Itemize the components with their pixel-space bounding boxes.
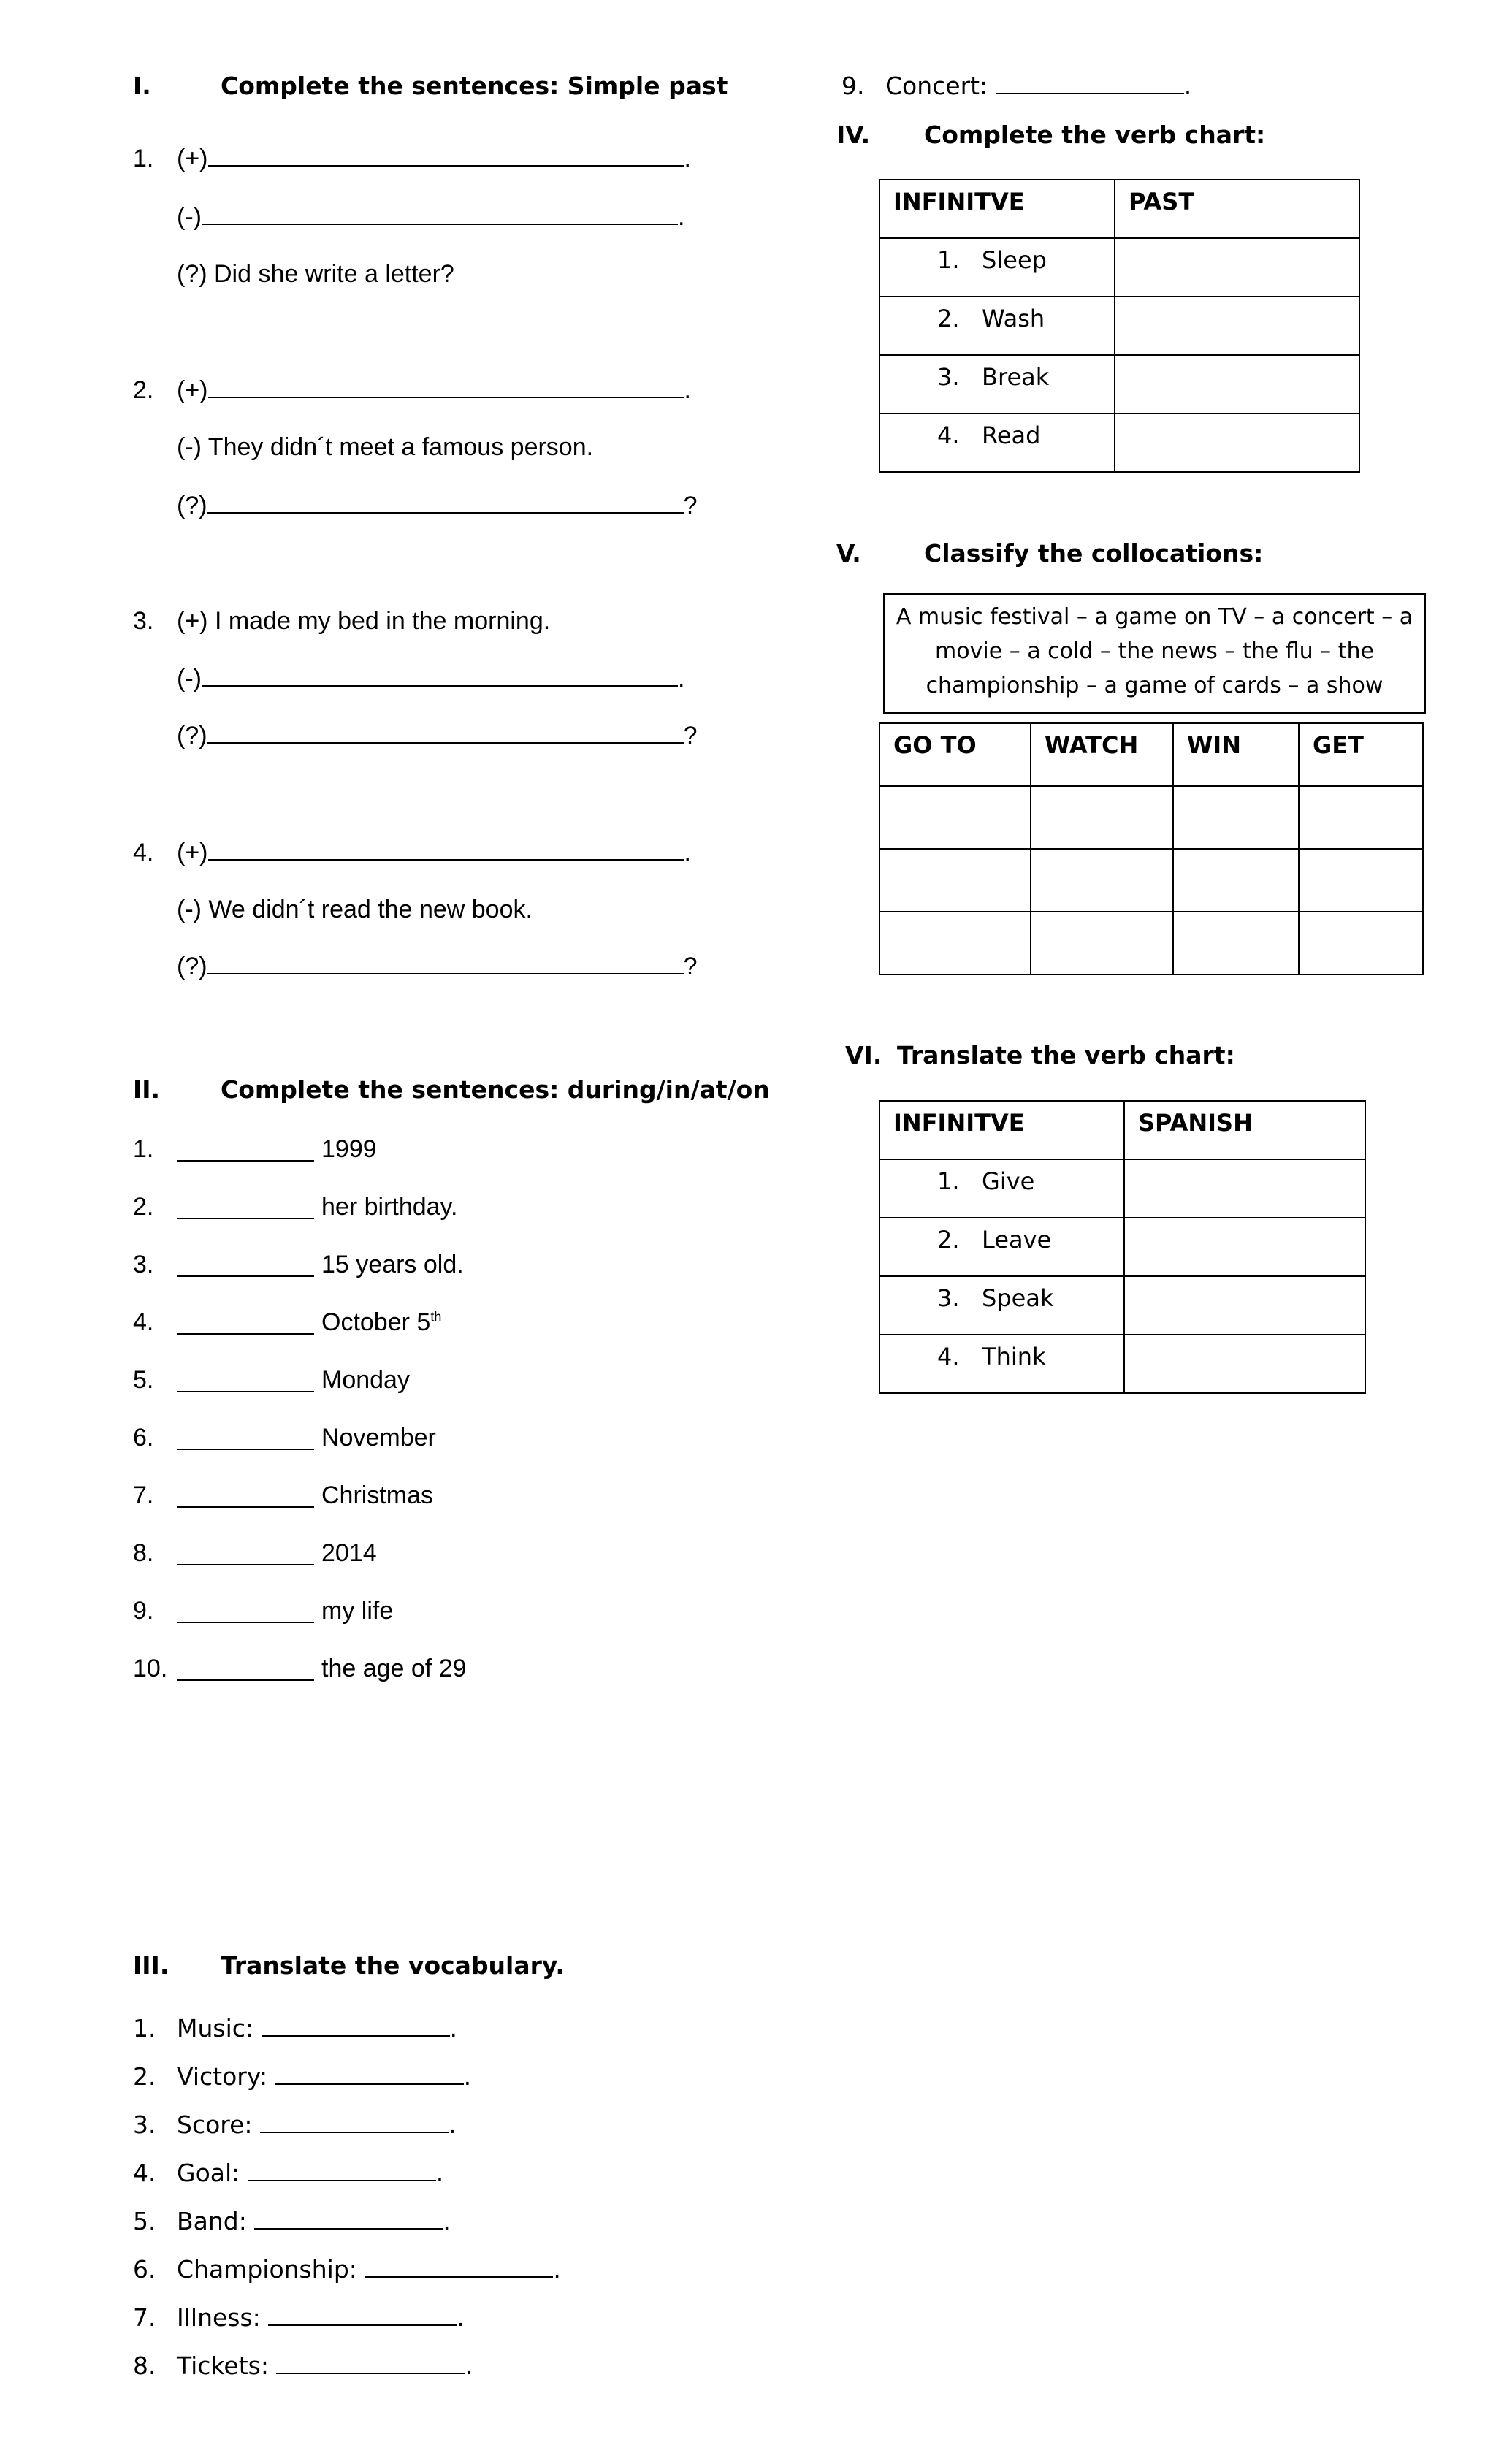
item-text: my life bbox=[321, 1597, 394, 1625]
item-number: 1. bbox=[133, 1135, 154, 1163]
answer-cell[interactable] bbox=[1173, 849, 1299, 912]
item-number: 3. bbox=[133, 1251, 154, 1278]
column-header: INFINITVE bbox=[879, 1101, 1124, 1159]
blank-line[interactable] bbox=[177, 1660, 314, 1681]
collocations-table bbox=[879, 722, 1424, 975]
table-row bbox=[879, 849, 1423, 912]
blank-line[interactable] bbox=[177, 1256, 314, 1277]
verb-chart-past bbox=[879, 179, 1360, 473]
item-number: 3. bbox=[133, 607, 154, 635]
item-number: 4. bbox=[133, 839, 154, 866]
vocabulary-item[interactable]: Championship: . bbox=[177, 2255, 561, 2284]
sentence-text: (-) We didn´t read the new book. bbox=[177, 896, 533, 923]
item-number: 4. bbox=[133, 2159, 156, 2187]
item-number: 3. bbox=[133, 2110, 156, 2139]
answer-cell[interactable] bbox=[1299, 912, 1423, 974]
answer-cell[interactable] bbox=[1299, 786, 1423, 849]
blank-line[interactable] bbox=[207, 723, 684, 744]
blank-line[interactable] bbox=[177, 1545, 314, 1565]
answer-line[interactable]: (?) ? bbox=[177, 492, 698, 519]
column-header: WATCH bbox=[1031, 723, 1173, 786]
answer-cell[interactable] bbox=[1124, 1159, 1365, 1218]
table-row bbox=[879, 786, 1423, 849]
blank-line[interactable] bbox=[262, 2016, 450, 2037]
blank-line[interactable] bbox=[996, 74, 1184, 94]
section-1-title: Complete the sentences: Simple past bbox=[221, 72, 728, 100]
answer-cell[interactable] bbox=[1115, 355, 1359, 413]
item-number: 6. bbox=[133, 1424, 154, 1452]
table-row: 4. Think bbox=[879, 1335, 1365, 1393]
blank-line[interactable] bbox=[208, 840, 684, 861]
table-row bbox=[879, 912, 1423, 974]
answer-cell[interactable] bbox=[1115, 413, 1359, 472]
column-header: GO TO bbox=[879, 723, 1031, 786]
column-header: GET bbox=[1299, 723, 1423, 786]
blank-line[interactable] bbox=[177, 1430, 314, 1450]
answer-cell[interactable] bbox=[1115, 297, 1359, 355]
section-4-number: IV. bbox=[836, 121, 871, 149]
section-1-number: I. bbox=[133, 72, 151, 100]
table-row: 3. Speak bbox=[879, 1276, 1365, 1335]
blank-line[interactable] bbox=[177, 1314, 314, 1335]
item-number: 7. bbox=[133, 1481, 154, 1509]
blank-line[interactable] bbox=[276, 2354, 465, 2374]
item-number: 6. bbox=[133, 2255, 156, 2284]
blank-line[interactable] bbox=[248, 2161, 436, 2181]
item-text: Christmas bbox=[321, 1481, 434, 1509]
item-number: 8. bbox=[133, 1539, 154, 1567]
answer-line[interactable]: (+) . bbox=[177, 839, 691, 866]
vocabulary-item[interactable]: Goal: . bbox=[177, 2159, 444, 2187]
answer-line[interactable]: (?) ? bbox=[177, 722, 698, 750]
section-6-number: VI. bbox=[845, 1041, 882, 1069]
sentence-text: (-) They didn´t meet a famous person. bbox=[177, 433, 594, 461]
column-header: INFINITVE bbox=[879, 180, 1115, 238]
sentence-text: (?) Did she write a letter? bbox=[177, 260, 454, 288]
answer-line[interactable]: (?) ? bbox=[177, 953, 698, 980]
blank-line[interactable] bbox=[365, 2257, 553, 2278]
vocabulary-item[interactable]: Illness: . bbox=[177, 2303, 465, 2332]
answer-cell[interactable] bbox=[1173, 912, 1299, 974]
collocations-box: A music festival – a game on TV – a concert – a movie – a cold – the news – the flu – the championship – a game of cards – a show bbox=[883, 593, 1426, 714]
answer-cell[interactable] bbox=[1124, 1276, 1365, 1335]
column-header: PAST bbox=[1115, 180, 1359, 238]
answer-cell[interactable] bbox=[1173, 786, 1299, 849]
item-number: 2. bbox=[133, 1193, 154, 1221]
item-text: October 5th bbox=[321, 1308, 442, 1336]
section-6-title: Translate the verb chart: bbox=[897, 1041, 1235, 1069]
item-number: 2. bbox=[133, 2062, 156, 2091]
item-text: Monday bbox=[321, 1366, 410, 1394]
blank-line[interactable] bbox=[177, 1603, 314, 1623]
section-2-number: II. bbox=[133, 1075, 161, 1104]
blank-line[interactable] bbox=[177, 1199, 314, 1219]
answer-line[interactable]: (+) . bbox=[177, 145, 691, 172]
item-text: 2014 bbox=[321, 1539, 377, 1567]
verb-chart-spanish bbox=[879, 1100, 1366, 1394]
vocabulary-item[interactable]: Concert: . bbox=[885, 72, 1192, 100]
table-row: 2. Leave bbox=[879, 1218, 1365, 1276]
answer-cell[interactable] bbox=[1299, 849, 1423, 912]
item-number: 5. bbox=[133, 1366, 154, 1394]
item-number: 4. bbox=[133, 1308, 154, 1336]
item-text: the age of 29 bbox=[321, 1655, 467, 1682]
vocabulary-item[interactable]: Victory: . bbox=[177, 2062, 472, 2091]
answer-line[interactable]: (-) . bbox=[177, 203, 685, 231]
blank-line[interactable] bbox=[207, 954, 684, 974]
section-5-number: V. bbox=[836, 539, 861, 568]
item-number: 1. bbox=[133, 145, 154, 172]
answer-cell[interactable] bbox=[1124, 1335, 1365, 1393]
answer-cell[interactable] bbox=[1115, 238, 1359, 297]
table-row: 2. Wash bbox=[879, 297, 1359, 355]
answer-cell[interactable] bbox=[1031, 912, 1173, 974]
sentence-text: (+) I made my bed in the morning. bbox=[177, 607, 551, 635]
blank-line[interactable] bbox=[260, 2113, 449, 2133]
section-5-title: Classify the collocations: bbox=[924, 539, 1264, 568]
blank-line[interactable] bbox=[177, 1141, 314, 1162]
table-row: 3. Break bbox=[879, 355, 1359, 413]
vocabulary-item[interactable]: Music: . bbox=[177, 2014, 458, 2042]
blank-line[interactable] bbox=[177, 1372, 314, 1392]
section-4-title: Complete the verb chart: bbox=[924, 121, 1266, 149]
item-number: 8. bbox=[133, 2352, 156, 2380]
blank-line[interactable] bbox=[177, 1487, 314, 1508]
blank-line[interactable] bbox=[207, 493, 684, 514]
answer-cell[interactable] bbox=[879, 786, 1031, 849]
section-2-title: Complete the sentences: during/in/at/on bbox=[221, 1075, 770, 1104]
table-row: 1. Give bbox=[879, 1159, 1365, 1218]
item-text: November bbox=[321, 1424, 436, 1452]
table-row: 1. Sleep bbox=[879, 238, 1359, 297]
item-text: her birthday. bbox=[321, 1193, 458, 1221]
blank-line[interactable] bbox=[254, 2209, 443, 2230]
answer-cell[interactable] bbox=[1124, 1218, 1365, 1276]
item-number: 5. bbox=[133, 2207, 156, 2235]
column-header: SPANISH bbox=[1124, 1101, 1365, 1159]
answer-cell[interactable] bbox=[1031, 849, 1173, 912]
item-number: 10. bbox=[133, 1655, 168, 1682]
answer-line[interactable]: (+) . bbox=[177, 376, 691, 404]
item-number: 9. bbox=[842, 72, 865, 100]
item-number: 9. bbox=[133, 1597, 154, 1625]
answer-cell[interactable] bbox=[879, 849, 1031, 912]
item-number: 2. bbox=[133, 376, 154, 404]
vocabulary-item[interactable]: Tickets: . bbox=[177, 2352, 473, 2380]
answer-cell[interactable] bbox=[1031, 786, 1173, 849]
blank-line[interactable] bbox=[202, 205, 678, 225]
blank-line[interactable] bbox=[208, 378, 684, 398]
blank-line[interactable] bbox=[275, 2064, 464, 2085]
item-text: 15 years old. bbox=[321, 1251, 464, 1278]
blank-line[interactable] bbox=[202, 666, 678, 687]
table-row: 4. Read bbox=[879, 413, 1359, 472]
item-number: 1. bbox=[133, 2014, 156, 2042]
item-number: 7. bbox=[133, 2303, 156, 2332]
vocabulary-item[interactable]: Band: . bbox=[177, 2207, 451, 2235]
column-header: WIN bbox=[1173, 723, 1299, 786]
answer-cell[interactable] bbox=[879, 912, 1031, 974]
answer-line[interactable]: (-) . bbox=[177, 665, 685, 693]
section-3-title: Translate the vocabulary. bbox=[221, 1951, 565, 1980]
vocabulary-item[interactable]: Score: . bbox=[177, 2110, 457, 2139]
section-3-number: III. bbox=[133, 1951, 169, 1980]
item-text: 1999 bbox=[321, 1135, 377, 1163]
blank-line[interactable] bbox=[208, 146, 684, 167]
blank-line[interactable] bbox=[268, 2305, 457, 2326]
